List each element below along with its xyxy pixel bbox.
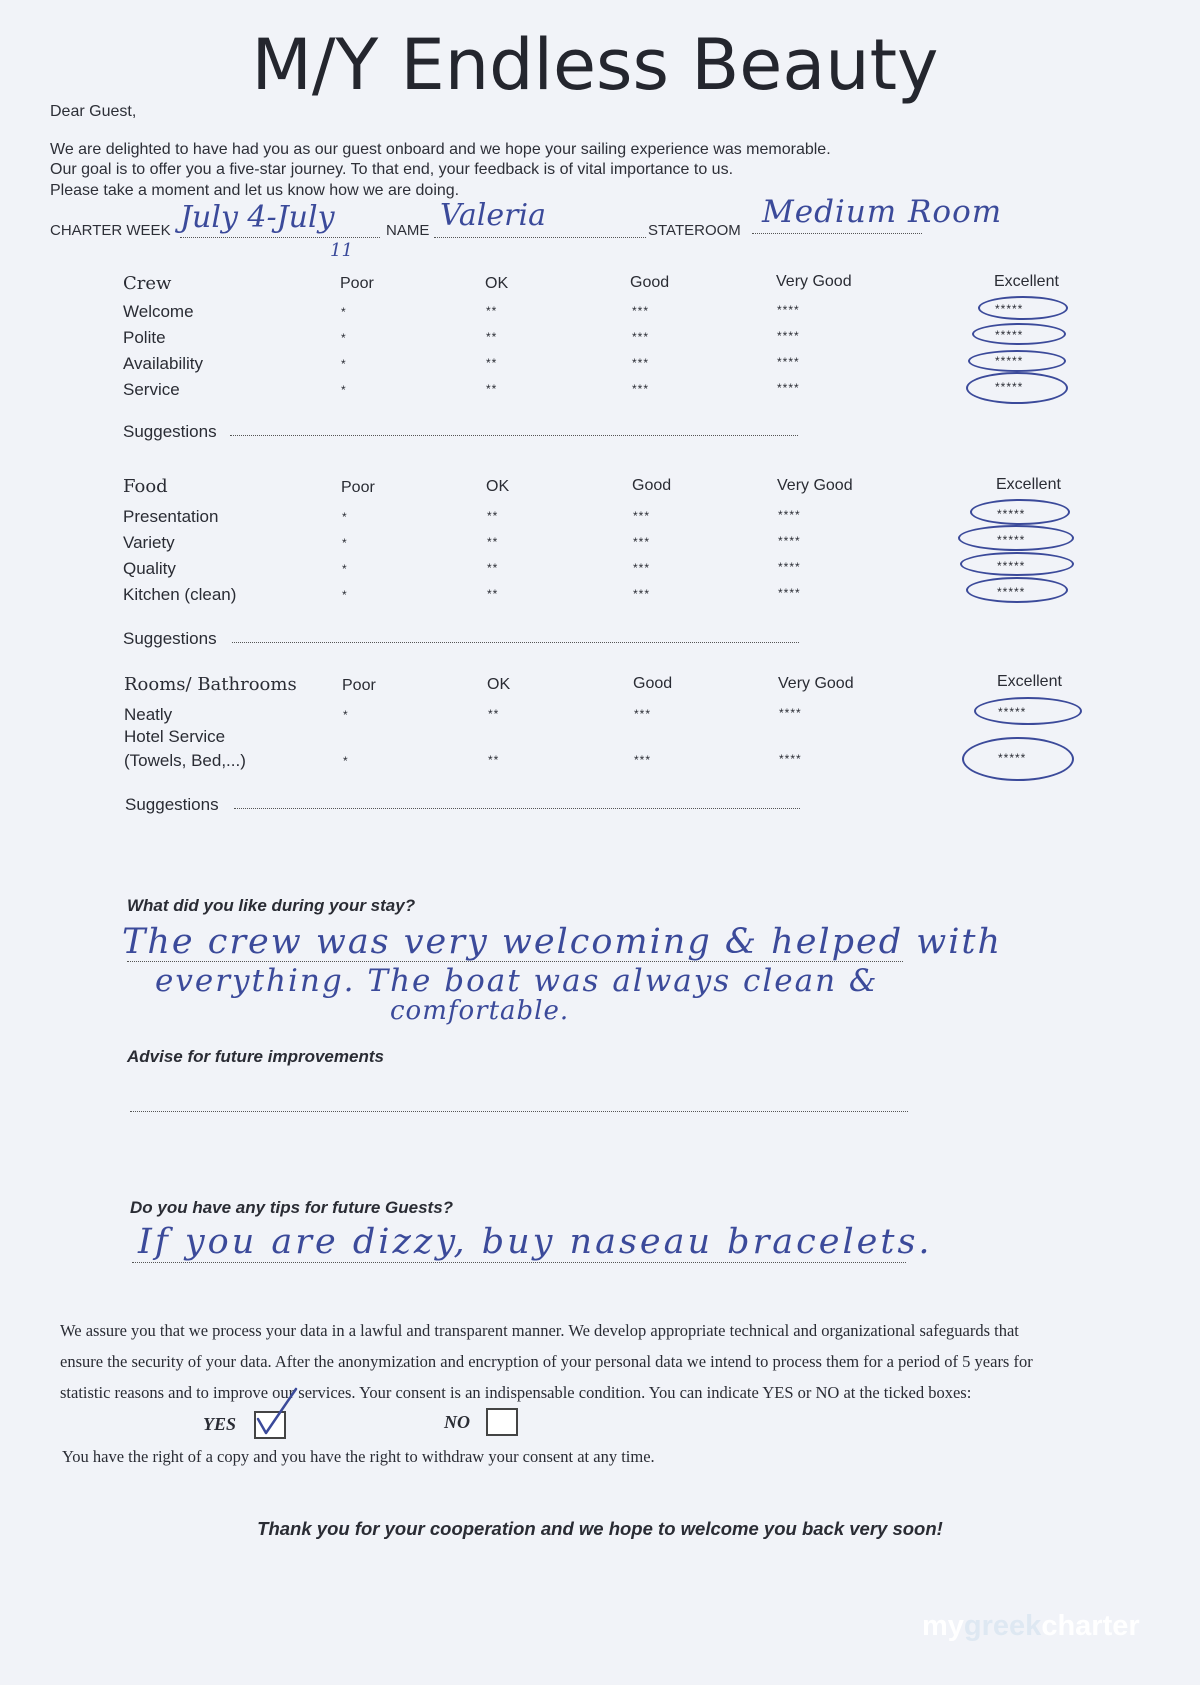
rating-good[interactable]: ***: [633, 535, 651, 549]
rating-poor[interactable]: *: [341, 357, 347, 371]
suggestions-line-crew[interactable]: [230, 435, 798, 436]
rating-poor[interactable]: *: [343, 754, 349, 768]
rating-excellent[interactable]: *****: [995, 328, 1024, 342]
privacy-line-2: ensure the security of your data. After the anonymization and encryption of your personal data we intend to process them for a period of 5 years for: [60, 1352, 1033, 1371]
rating-good[interactable]: ***: [633, 509, 651, 523]
col-very-good: Very Good: [778, 675, 854, 692]
rating-good[interactable]: ***: [632, 382, 650, 396]
rating-ok[interactable]: **: [487, 561, 499, 575]
rating-excellent[interactable]: *****: [995, 302, 1024, 316]
col-good: Good: [632, 477, 672, 494]
rating-very-good[interactable]: ****: [777, 329, 800, 343]
rating-ok[interactable]: **: [487, 509, 499, 523]
answer-line-tips: [132, 1262, 906, 1263]
question-tips: Do you have any tips for future Guests?: [130, 1198, 454, 1217]
col-poor: Poor: [341, 479, 375, 496]
logo-part-3: charter: [1041, 1610, 1140, 1642]
selection-circle: [958, 525, 1074, 551]
section-title-crew: Crew: [123, 273, 172, 294]
no-label: NO: [444, 1412, 470, 1432]
rating-good[interactable]: ***: [633, 587, 651, 601]
rating-poor[interactable]: *: [342, 536, 348, 550]
question-improvements: Advise for future improvements: [127, 1047, 384, 1066]
rating-excellent[interactable]: *****: [997, 507, 1026, 521]
section-title-food: Food: [123, 476, 168, 497]
rating-very-good[interactable]: ****: [777, 381, 800, 395]
charter-week-line: [180, 237, 380, 238]
rating-poor[interactable]: *: [343, 708, 349, 722]
rating-ok[interactable]: **: [488, 753, 500, 767]
col-very-good: Very Good: [776, 273, 852, 290]
answer-liked-line-3[interactable]: comfortable.: [390, 996, 570, 1026]
row-label-variety: Variety: [123, 533, 175, 552]
charter-week-value[interactable]: July 4-July: [180, 200, 335, 235]
stateroom-label: STATEROOM: [648, 222, 741, 239]
logo-part-1: my: [922, 1610, 964, 1642]
col-very-good: Very Good: [777, 477, 853, 494]
rating-poor[interactable]: *: [341, 305, 347, 319]
rating-very-good[interactable]: ****: [778, 534, 801, 548]
rating-ok[interactable]: **: [486, 356, 498, 370]
rating-very-good[interactable]: ****: [778, 508, 801, 522]
selection-circle: [966, 577, 1068, 603]
rating-ok[interactable]: **: [487, 535, 499, 549]
row-label-presentation: Presentation: [123, 507, 219, 526]
yes-label: YES: [203, 1414, 237, 1434]
rating-good[interactable]: ***: [632, 356, 650, 370]
suggestions-line-rooms[interactable]: [234, 808, 800, 809]
suggestions-label-rooms: Suggestions: [125, 795, 219, 814]
rating-very-good[interactable]: ****: [778, 560, 801, 574]
rating-ok[interactable]: **: [486, 304, 498, 318]
answer-line-improvements[interactable]: [130, 1111, 908, 1112]
rating-poor[interactable]: *: [342, 510, 348, 524]
row-label-hotel-service-detail: (Towels, Bed,...): [124, 751, 246, 770]
rating-good[interactable]: ***: [634, 707, 652, 721]
row-label-polite: Polite: [123, 328, 166, 347]
logo-part-2: greek: [963, 1610, 1042, 1642]
question-liked: What did you like during your stay?: [127, 896, 416, 915]
rating-excellent[interactable]: *****: [997, 585, 1026, 599]
rating-ok[interactable]: **: [487, 587, 499, 601]
row-label-service: Service: [123, 380, 180, 399]
rating-poor[interactable]: *: [342, 588, 348, 602]
selection-circle: [962, 737, 1074, 781]
closing-message: Thank you for your cooperation and we hope to welcome you back very soon!: [257, 1518, 943, 1539]
answer-tips[interactable]: If you are dizzy, buy naseau bracelets.: [138, 1222, 933, 1262]
selection-circle: [974, 697, 1082, 725]
rating-good[interactable]: ***: [632, 304, 650, 318]
rating-excellent[interactable]: *****: [998, 751, 1027, 765]
stateroom-line: [752, 233, 922, 234]
rating-very-good[interactable]: ****: [777, 355, 800, 369]
answer-liked-line-1[interactable]: The crew was very welcoming & helped with: [122, 922, 1003, 962]
col-poor: Poor: [342, 677, 376, 694]
col-good: Good: [630, 274, 670, 291]
selection-circle: [972, 323, 1066, 345]
suggestions-label-crew: Suggestions: [123, 422, 217, 441]
row-label-neatly: Neatly: [124, 705, 173, 724]
col-ok: OK: [485, 275, 509, 292]
rating-excellent[interactable]: *****: [995, 354, 1024, 368]
name-value[interactable]: Valeria: [440, 198, 546, 233]
brand-logo: [922, 1610, 1140, 1643]
rating-poor[interactable]: *: [341, 331, 347, 345]
col-good: Good: [633, 675, 673, 692]
row-label-availability: Availability: [123, 354, 204, 373]
rating-very-good[interactable]: ****: [778, 586, 801, 600]
suggestions-line-food[interactable]: [232, 642, 799, 643]
intro-line-3: Please take a moment and let us know how we are doing.: [50, 182, 460, 199]
suggestions-label-food: Suggestions: [123, 629, 217, 648]
rating-very-good[interactable]: ****: [779, 752, 802, 766]
intro-line-1: We are delighted to have had you as our guest onboard and we hope your sailing experience was memorable.: [50, 141, 831, 158]
row-label-kitchen: Kitchen (clean): [123, 585, 237, 604]
rating-excellent[interactable]: *****: [998, 705, 1027, 719]
no-checkbox[interactable]: [486, 1408, 518, 1436]
rating-good[interactable]: ***: [634, 753, 652, 767]
rating-ok[interactable]: **: [486, 382, 498, 396]
stateroom-value[interactable]: Medium Room: [762, 194, 1003, 230]
row-label-quality: Quality: [123, 559, 176, 578]
section-title-rooms: Rooms/ Bathrooms: [124, 674, 297, 695]
yes-checkbox[interactable]: [254, 1411, 286, 1439]
selection-circle: [970, 499, 1070, 525]
intro-line-2: Our goal is to offer you a five-star journey. To that end, your feedback is of vital importance to us.: [50, 161, 734, 178]
selection-circle: [978, 296, 1068, 320]
privacy-line-3: statistic reasons and to improve our services. Your consent is an indispensable condition. You can indicate YES or NO at the ticked boxes:: [60, 1383, 972, 1402]
rating-good[interactable]: ***: [633, 561, 651, 575]
privacy-line-1: We assure you that we process your data in a lawful and transparent manner. We develop appropriate technical and organizational safeguards that: [60, 1321, 1019, 1340]
rating-very-good[interactable]: ****: [777, 303, 800, 317]
form-title: M/Y Endless Beauty: [251, 24, 939, 106]
col-excellent: Excellent: [994, 273, 1059, 290]
row-label-welcome: Welcome: [123, 302, 194, 321]
rating-very-good[interactable]: ****: [779, 706, 802, 720]
col-excellent: Excellent: [996, 476, 1061, 493]
selection-circle: [960, 552, 1074, 576]
checkmark-icon: [254, 1387, 300, 1437]
rating-ok[interactable]: **: [486, 330, 498, 344]
rating-excellent[interactable]: *****: [995, 380, 1024, 394]
rating-ok[interactable]: **: [488, 707, 500, 721]
charter-week-value-end: 11: [330, 240, 353, 261]
charter-week-label: CHARTER WEEK: [50, 222, 171, 239]
privacy-rights: You have the right of a copy and you have the right to withdraw your consent at any time.: [62, 1447, 655, 1466]
selection-circle: [968, 350, 1066, 372]
col-ok: OK: [486, 478, 510, 495]
rating-excellent[interactable]: *****: [997, 533, 1026, 547]
col-poor: Poor: [340, 275, 374, 292]
col-ok: OK: [487, 676, 511, 693]
col-excellent: Excellent: [997, 673, 1062, 690]
rating-excellent[interactable]: *****: [997, 559, 1026, 573]
answer-liked-line-2[interactable]: everything. The boat was always clean &: [155, 963, 879, 999]
rating-poor[interactable]: *: [342, 562, 348, 576]
selection-circle: [966, 372, 1068, 404]
name-line: [434, 237, 646, 238]
rating-good[interactable]: ***: [632, 330, 650, 344]
row-label-hotel-service: Hotel Service: [124, 727, 226, 746]
greeting: Dear Guest,: [50, 103, 137, 120]
rating-poor[interactable]: *: [341, 383, 347, 397]
name-label: NAME: [386, 222, 430, 239]
